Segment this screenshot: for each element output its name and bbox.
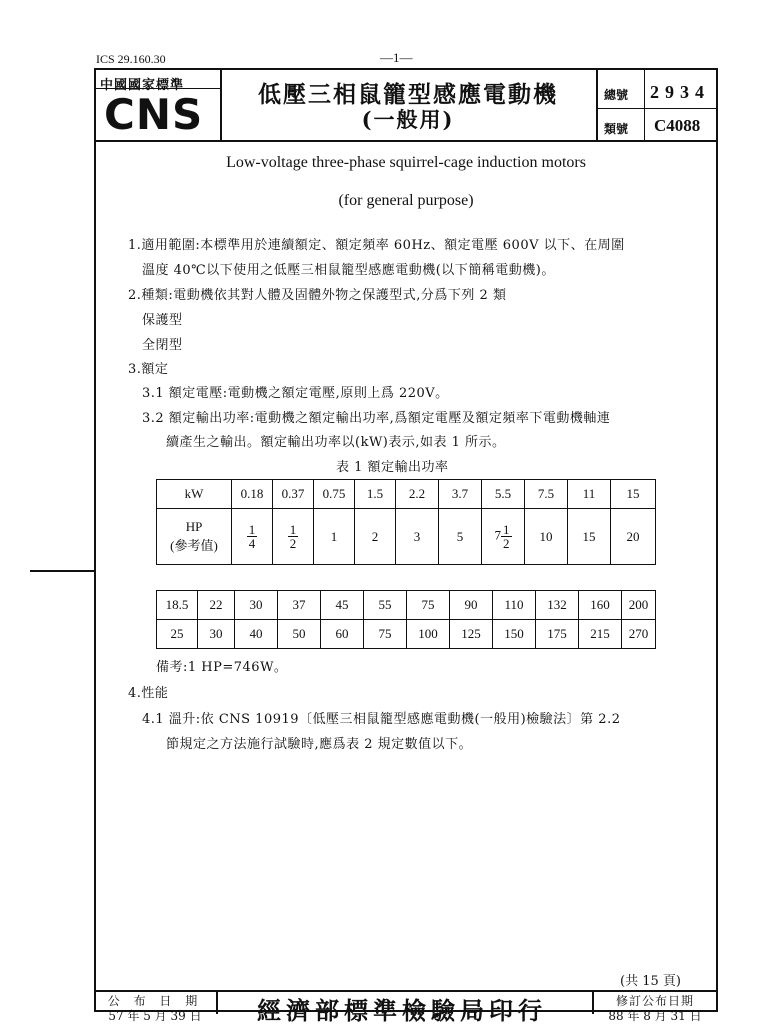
hp-row xyxy=(157,620,656,649)
class-number-label: 類號 xyxy=(604,122,629,136)
kw-cell: 18.5 xyxy=(157,591,198,620)
kw-cell: 132 xyxy=(536,591,579,620)
fraction-numerator: 1 xyxy=(289,522,297,537)
section-2-type-a: 保護型 xyxy=(142,313,183,328)
table-1-part-2 xyxy=(156,590,656,649)
hp-cell: 30 xyxy=(198,620,235,649)
table-1-part-1 xyxy=(156,479,656,565)
hp-cell: 40 xyxy=(235,620,278,649)
header-bottom-rule xyxy=(96,140,716,142)
hp-cell: 15 xyxy=(568,509,611,565)
revised-date-label: 修訂公布日期 xyxy=(615,994,694,1008)
hp-cell: 75 xyxy=(364,620,407,649)
fraction xyxy=(501,523,512,550)
kw-cell: 5.5 xyxy=(482,480,525,509)
fraction xyxy=(288,523,299,550)
kw-cell: 2.2 xyxy=(396,480,439,509)
kw-cell: 110 xyxy=(493,591,536,620)
hp-header-cell xyxy=(157,509,232,565)
table-1-caption: 表 1 額定輸出功率 xyxy=(336,460,449,475)
national-standard-label: 中國國家標準 xyxy=(100,78,185,93)
hp-cell: 60 xyxy=(321,620,364,649)
revised-date: 88 年 8 月 31 日 xyxy=(608,1009,702,1023)
kw-cell: 37 xyxy=(278,591,321,620)
hp-cell: 125 xyxy=(450,620,493,649)
hp-cell xyxy=(482,509,525,565)
table-note: 備考:1 HP=746W。 xyxy=(156,660,288,675)
section-2: 2.種類:電動機依其對人體及固體外物之保護型式,分爲下列 2 類 xyxy=(128,288,507,303)
kw-cell: 0.37 xyxy=(273,480,314,509)
kw-row xyxy=(157,591,656,620)
kw-cell: 15 xyxy=(611,480,656,509)
ics-code: ICS 29.160.30 xyxy=(96,52,166,66)
kw-cell: 7.5 xyxy=(525,480,568,509)
hp-label: HP xyxy=(185,519,203,534)
hp-row xyxy=(157,509,656,565)
class-number: C4088 xyxy=(654,116,701,135)
section-4-1-line-2: 節規定之方法施行試驗時,應爲表 2 規定數值以下。 xyxy=(166,737,473,752)
kw-row xyxy=(157,480,656,509)
section-3: 3.額定 xyxy=(128,362,169,377)
kw-cell: 0.18 xyxy=(232,480,273,509)
hp-cell: 5 xyxy=(439,509,482,565)
subtitle-chinese: (一般用) xyxy=(361,107,455,132)
kw-cell: 200 xyxy=(622,591,656,620)
hp-cell: 1 xyxy=(314,509,355,565)
section-3-2-line-1: 3.2 額定輸出功率:電動機之額定輸出功率,爲額定電壓及額定頻率下電動機軸連 xyxy=(142,411,611,426)
fraction-denominator: 2 xyxy=(503,536,510,551)
kw-header-cell: kW xyxy=(157,480,232,509)
hp-cell: 20 xyxy=(611,509,656,565)
kw-cell: 30 xyxy=(235,591,278,620)
header-divider-left xyxy=(220,70,222,140)
section-4-1-line-1: 4.1 溫升:依 CNS 10919〔低壓三相鼠籠型感應電動機(一般用)檢驗法〕第 2.2 xyxy=(142,712,621,727)
hp-cell: 25 xyxy=(157,620,198,649)
margin-cut-line xyxy=(30,570,96,572)
fraction xyxy=(247,523,258,550)
kw-cell: 160 xyxy=(579,591,622,620)
section-1-line-1: 1.適用範圍:本標準用於連續額定、額定頻率 60Hz、額定電壓 600V 以下、在周圍 xyxy=(128,238,625,253)
hp-cell: 175 xyxy=(536,620,579,649)
kw-cell: 0.75 xyxy=(314,480,355,509)
published-date: 57 年 5 月 39 日 xyxy=(108,1009,202,1023)
published-date-label: 公 布 日 期 xyxy=(107,994,203,1008)
section-3-1: 3.1 額定電壓:電動機之額定電壓,原則上爲 220V。 xyxy=(142,386,449,401)
mixed-number-whole: 7 xyxy=(494,527,501,543)
header-divider-right xyxy=(596,70,598,140)
fraction-denominator: 2 xyxy=(289,536,297,551)
std-number: 2934 xyxy=(650,82,710,102)
section-2-type-b: 全閉型 xyxy=(142,338,183,353)
hp-cell: 150 xyxy=(493,620,536,649)
section-4: 4.性能 xyxy=(128,686,169,701)
kw-cell: 75 xyxy=(407,591,450,620)
kw-cell: 11 xyxy=(568,480,611,509)
hp-cell: 10 xyxy=(525,509,568,565)
kw-cell: 55 xyxy=(364,591,407,620)
fraction-numerator: 1 xyxy=(248,522,256,537)
cns-logo: CNS xyxy=(104,90,204,139)
page-number: —1— xyxy=(380,50,413,65)
hp-cell: 270 xyxy=(622,620,656,649)
issuer: 經濟部標準檢驗局印行 xyxy=(257,996,547,1025)
kw-cell: 45 xyxy=(321,591,364,620)
fraction-numerator: 1 xyxy=(503,522,510,537)
header-divider-label xyxy=(644,70,645,140)
hp-cell: 2 xyxy=(355,509,396,565)
kw-cell: 90 xyxy=(450,591,493,620)
subtitle-english: (for general purpose) xyxy=(338,192,474,209)
std-number-label: 總號 xyxy=(604,88,629,102)
hp-cell xyxy=(273,509,314,565)
hp-reference-label: (參考值) xyxy=(170,538,218,553)
total-pages: (共 15 頁) xyxy=(620,974,681,989)
hp-cell: 215 xyxy=(579,620,622,649)
hp-cell: 3 xyxy=(396,509,439,565)
title-english: Low-voltage three-phase squirrel-cage induction motors xyxy=(226,154,586,171)
kw-cell: 1.5 xyxy=(355,480,396,509)
kw-cell: 3.7 xyxy=(439,480,482,509)
header-number-rule xyxy=(596,108,716,109)
hp-cell: 50 xyxy=(278,620,321,649)
hp-cell xyxy=(232,509,273,565)
fraction-denominator: 4 xyxy=(248,536,256,551)
section-1-line-2: 溫度 40℃以下使用之低壓三相鼠籠型感應電動機(以下簡稱電動機)。 xyxy=(142,263,555,278)
title-chinese: 低壓三相鼠籠型感應電動機 xyxy=(258,81,558,108)
section-3-2-line-2: 續產生之輸出。額定輸出功率以(kW)表示,如表 1 所示。 xyxy=(166,435,506,450)
kw-cell: 22 xyxy=(198,591,235,620)
hp-cell: 100 xyxy=(407,620,450,649)
